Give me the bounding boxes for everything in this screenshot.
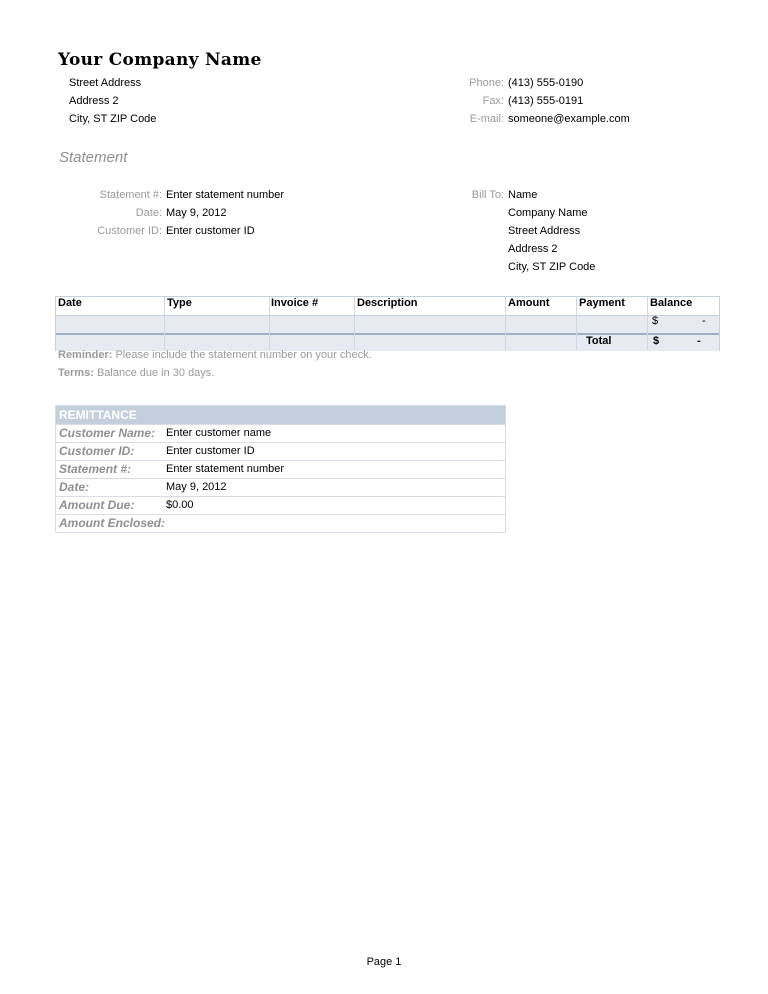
column-divider xyxy=(354,297,355,350)
header-balance: Balance xyxy=(650,297,693,309)
remittance-value[interactable]: Enter customer name xyxy=(166,427,272,439)
reminder-text: Please include the statement number on your check. xyxy=(115,349,372,361)
column-divider xyxy=(576,297,577,350)
header-invoice-number: Invoice # xyxy=(271,297,319,309)
remittance-value[interactable]: May 9, 2012 xyxy=(166,481,227,493)
remittance-row-customer-id xyxy=(56,442,505,460)
statement-date-value[interactable]: May 9, 2012 xyxy=(166,207,227,219)
company-street-address: Street Address xyxy=(69,77,142,89)
bill-to-address-2[interactable]: Address 2 xyxy=(508,243,558,255)
remittance-label: Customer Name: xyxy=(59,426,156,440)
fax-value: (413) 555-0191 xyxy=(508,95,584,107)
statement-date-label: Date: xyxy=(135,207,162,219)
remittance-value[interactable]: $0.00 xyxy=(166,499,194,511)
email-label: E-mail: xyxy=(469,113,504,125)
statement-number-label: Statement #: xyxy=(99,189,162,201)
customer-id-value[interactable]: Enter customer ID xyxy=(166,225,255,237)
phone-value: (413) 555-0190 xyxy=(508,77,584,89)
customer-id-label: Customer ID: xyxy=(97,225,162,237)
terms-note xyxy=(58,367,214,379)
header-type: Type xyxy=(167,297,192,309)
bill-to-label: Bill To: xyxy=(471,189,504,201)
column-divider xyxy=(269,297,270,350)
total-value: - xyxy=(697,335,701,347)
bill-to-city-state-zip[interactable]: City, ST ZIP Code xyxy=(508,261,596,273)
total-currency: $ xyxy=(653,335,660,347)
email-value: someone@example.com xyxy=(508,113,630,125)
remittance-row-customer-name xyxy=(56,424,505,442)
bill-to-company[interactable]: Company Name xyxy=(508,207,588,219)
remittance-title: REMITTANCE xyxy=(56,406,505,424)
terms-text: Balance due in 30 days. xyxy=(96,367,215,379)
bill-to-name[interactable]: Name xyxy=(508,189,538,201)
document-title: Statement xyxy=(59,149,128,166)
terms-label: Terms: xyxy=(58,367,94,379)
remittance-row-amount-due xyxy=(56,496,505,514)
column-divider xyxy=(647,297,648,350)
table-row[interactable] xyxy=(56,315,719,335)
remittance-value[interactable]: Enter statement number xyxy=(166,463,285,475)
header-amount: Amount xyxy=(508,297,550,309)
remittance-label: Statement #: xyxy=(59,462,132,476)
bill-to-street[interactable]: Street Address xyxy=(508,225,581,237)
remittance-label: Amount Due: xyxy=(59,498,135,512)
remittance-label: Amount Enclosed: xyxy=(59,516,166,530)
header-payment: Payment xyxy=(579,297,625,309)
remittance-row-amount-enclosed xyxy=(56,514,505,532)
reminder-note xyxy=(58,349,372,361)
row-balance-value: - xyxy=(702,315,706,327)
page-number: Page 1 xyxy=(366,956,402,968)
remittance-label: Date: xyxy=(59,480,90,494)
header-description: Description xyxy=(357,297,418,309)
remittance-table xyxy=(55,405,506,533)
remittance-row-statement-number xyxy=(56,460,505,478)
statement-table xyxy=(55,296,720,351)
column-divider xyxy=(164,297,165,350)
header-date: Date xyxy=(58,297,82,309)
phone-label: Phone: xyxy=(469,77,504,89)
column-divider xyxy=(505,297,506,350)
remittance-value[interactable]: Enter customer ID xyxy=(166,445,255,457)
reminder-label: Reminder: xyxy=(58,349,113,361)
total-label: Total xyxy=(586,335,612,347)
company-city-state-zip: City, ST ZIP Code xyxy=(69,113,157,125)
company-name: Your Company Name xyxy=(58,50,262,70)
row-balance-currency: $ xyxy=(652,315,659,327)
remittance-label: Customer ID: xyxy=(59,444,135,458)
fax-label: Fax: xyxy=(482,95,504,107)
remittance-row-date xyxy=(56,478,505,496)
statement-number-value[interactable]: Enter statement number xyxy=(166,189,285,201)
company-address-2: Address 2 xyxy=(69,95,119,107)
